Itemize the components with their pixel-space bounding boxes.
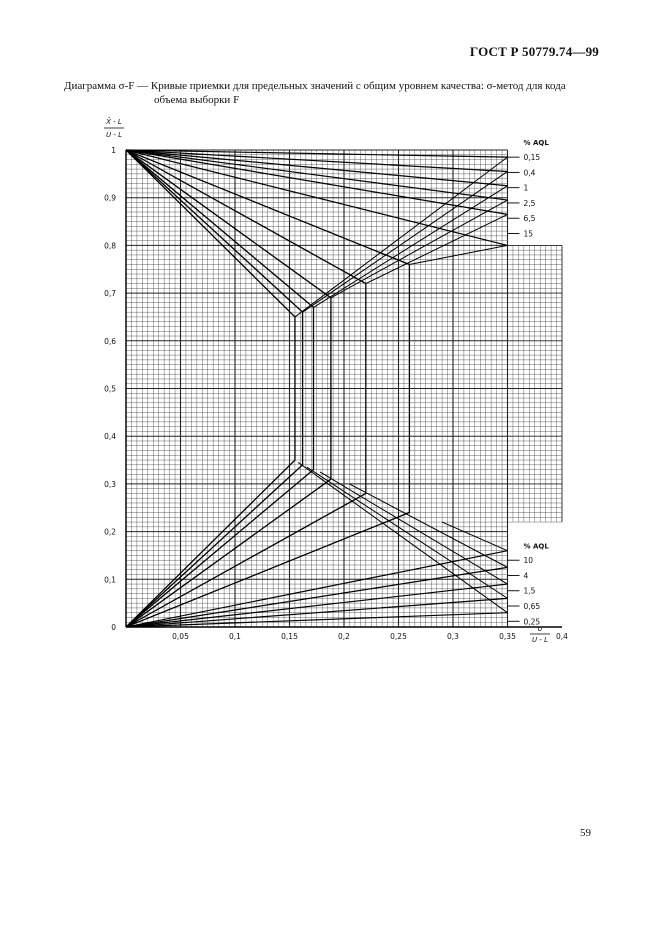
y-tick-label: 0 [111,623,116,632]
y-tick-label: 0,7 [104,289,116,299]
y-tick-label: 1 [111,146,116,155]
x-tick-label: 0,1 [229,632,241,641]
y-tick-label: 0,2 [104,527,116,537]
chart-grid [126,150,562,627]
document-header: ГОСТ Р 50779.74—99 [469,44,599,59]
acceptance-line-upper-cross [303,171,508,312]
x-axis-label-numerator: σ [537,624,543,633]
y-tick-label: 0,6 [104,336,116,346]
y-tick-label: 0,1 [104,575,116,585]
y-tick-label: 0,4 [104,432,116,442]
page-number: 59 [580,827,591,839]
legend-bottom-title: % AQL [523,542,549,551]
caption-line-1: Диаграмма σ-F — Кривые приемки для предельных значений с общим уровнем качества: σ-метод для кода [64,80,566,92]
x-tick-label: 0,4 [556,632,568,641]
legend-bottom-entry: 4 [523,571,529,581]
x-axis-label-denominator: U - L [532,636,548,644]
x-tick-label: 0,15 [281,632,298,641]
legend-top-title: % AQL [523,139,549,148]
legend-top-entry: 15 [523,229,534,239]
y-tick-label: 0,3 [104,479,116,489]
acceptance-line-lower-cross [349,484,507,567]
legend-top-entry: 6,5 [523,214,536,224]
y-tick-label: 0,5 [104,384,116,394]
x-tick-label: 0,05 [172,632,189,641]
y-tick-label: 0,9 [104,193,116,203]
caption-line-2: объема выборки F [154,94,240,106]
y-tick-label: 0,8 [104,241,116,251]
legend-bottom-entry: 0,65 [523,602,541,612]
x-tick-label: 0,25 [390,632,407,641]
legend-top-entry: 0,15 [523,153,541,163]
legend-bottom-entry: 0,25 [523,617,541,627]
y-axis-label-numerator: X̄ - L [106,118,122,126]
acceptance-line-upper-cross [331,200,508,298]
legend-top-entry: 1 [523,183,529,193]
legend-top-entry: 2,5 [523,198,536,208]
x-tick-label: 0,3 [447,632,459,641]
acceptance-line-lower-cross [307,467,508,598]
legend-top-entry: 0,4 [523,168,536,178]
y-axis-label-denominator: U - L [106,131,122,139]
legend-bottom-entry: 1,5 [523,586,536,596]
acceptance-line-lower-cross [298,462,507,612]
legend-bottom-entry: 10 [523,556,534,566]
x-tick-label: 0,35 [499,632,516,641]
x-tick-label: 0,2 [338,632,350,641]
